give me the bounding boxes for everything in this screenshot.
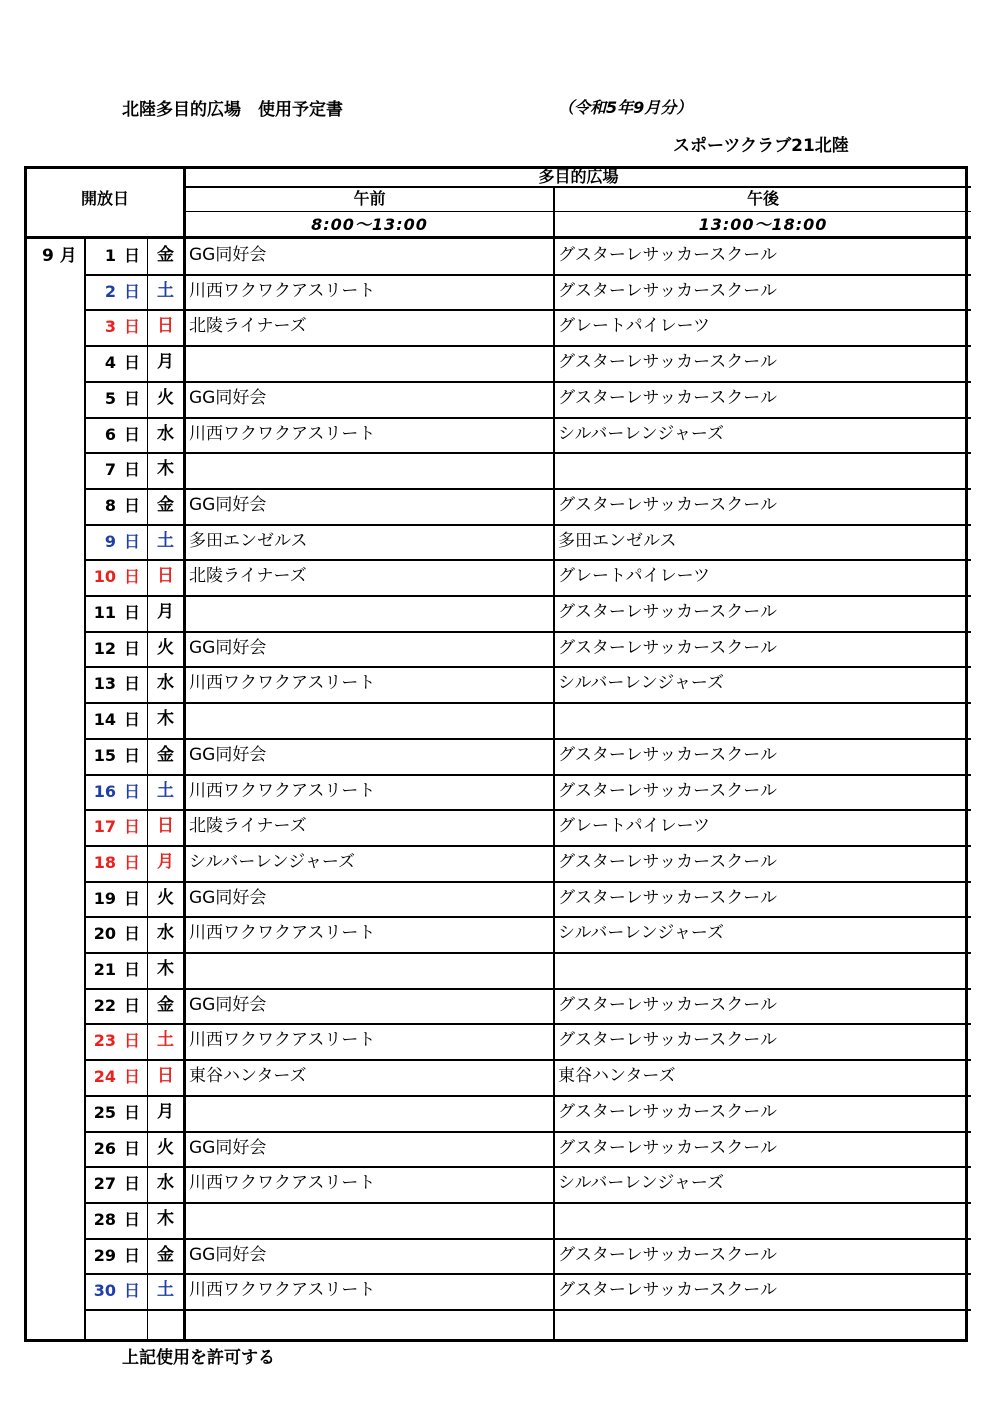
weekday: 日: [157, 816, 174, 836]
row-divider: [85, 702, 971, 704]
day-number: 16: [93, 782, 116, 801]
day-suffix: 日: [123, 853, 140, 872]
day-number: 11: [93, 603, 116, 622]
day-number: 27: [93, 1174, 116, 1193]
day-suffix: 日: [123, 496, 140, 515]
row-divider: [85, 845, 971, 847]
row-divider: [85, 666, 971, 668]
day-suffix: 日: [123, 389, 140, 408]
day-number: 1: [104, 246, 116, 265]
pm-booking: シルバーレンジャーズ: [558, 1173, 725, 1193]
pm-booking: 多田エンゼルス: [558, 531, 677, 551]
day-suffix: 日: [123, 960, 140, 979]
day-suffix: 日: [123, 1174, 140, 1193]
day-number: 17: [93, 817, 116, 836]
pm-booking: グスターレサッカースクール: [558, 602, 777, 622]
day-number: 25: [93, 1103, 116, 1122]
am-booking: 北陵ライナーズ: [189, 316, 307, 336]
weekday: 日: [157, 1066, 174, 1086]
weekday: 月: [157, 602, 174, 622]
row-divider: [85, 452, 971, 454]
row-divider: [85, 631, 971, 633]
row-divider: [85, 309, 971, 311]
am-booking: GG同好会: [189, 1245, 267, 1265]
weekday: 月: [157, 1102, 174, 1122]
day-suffix: 日: [123, 425, 140, 444]
weekday: 水: [157, 424, 174, 444]
day-number: 30: [93, 1281, 116, 1300]
day-suffix: 日: [123, 674, 140, 693]
day-suffix: 日: [123, 1281, 140, 1300]
am-booking: GG同好会: [189, 245, 267, 265]
am-booking: 川西ワクワクアスリート: [189, 1173, 376, 1193]
am-booking: 川西ワクワクアスリート: [189, 923, 376, 943]
weekday: 木: [157, 959, 174, 979]
day-number: 2: [104, 282, 116, 301]
pm-booking: グスターレサッカースクール: [558, 352, 777, 372]
day-number: 21: [93, 960, 116, 979]
weekday: 水: [157, 673, 174, 693]
weekday: 土: [157, 281, 174, 301]
am-booking: GG同好会: [189, 888, 267, 908]
weekday: 木: [157, 1209, 174, 1229]
weekday: 金: [157, 1245, 174, 1265]
day-suffix: 日: [123, 710, 140, 729]
weekday: 日: [157, 566, 174, 586]
am-time-header: 8:00～13:00: [311, 215, 428, 234]
row-divider: [85, 881, 971, 883]
weekday: 水: [157, 923, 174, 943]
am-booking: 北陵ライナーズ: [189, 566, 307, 586]
row-divider: [85, 774, 971, 776]
day-suffix: 日: [123, 1246, 140, 1265]
am-booking: 東谷ハンターズ: [189, 1066, 307, 1086]
pm-booking: グスターレサッカースクール: [558, 245, 777, 265]
day-suffix: 日: [123, 1031, 140, 1050]
pm-booking: グレートパイレーツ: [558, 566, 710, 586]
row-divider: [85, 916, 971, 918]
row-divider: [85, 738, 971, 740]
pm-booking: グスターレサッカースクール: [558, 852, 777, 872]
weekday: 金: [157, 245, 174, 265]
time-header-line: [184, 211, 971, 212]
weekday: 木: [157, 459, 174, 479]
facility-header-line: [184, 186, 971, 188]
pm-booking: グスターレサッカースクール: [558, 1280, 777, 1300]
open-day-header: 開放日: [80, 189, 129, 208]
pm-booking: グスターレサッカースクール: [558, 1245, 777, 1265]
day-number: 5: [104, 389, 116, 408]
day-number: 24: [93, 1067, 116, 1086]
weekday: 木: [157, 709, 174, 729]
weekday: 月: [157, 852, 174, 872]
day-number: 7: [104, 460, 116, 479]
pm-booking: グスターレサッカースクール: [558, 745, 777, 765]
am-booking: シルバーレンジャーズ: [189, 852, 356, 872]
day-number: 4: [104, 353, 116, 372]
weekday: 火: [157, 388, 174, 408]
day-number: 23: [93, 1031, 116, 1050]
row-divider: [85, 1238, 971, 1240]
day-number: 8: [104, 496, 116, 515]
col-divider-am-pm: [553, 238, 555, 1342]
day-suffix: 日: [123, 1210, 140, 1229]
day-suffix: 日: [123, 353, 140, 372]
row-divider: [85, 988, 971, 990]
day-number: 3: [104, 317, 116, 336]
am-booking: 川西ワクワクアスリート: [189, 673, 376, 693]
day-suffix: 日: [123, 282, 140, 301]
day-number: 15: [93, 746, 116, 765]
day-number: 22: [93, 996, 116, 1015]
day-number: 9: [104, 532, 116, 551]
am-header: 午前: [353, 189, 386, 208]
row-divider: [85, 488, 971, 490]
pm-booking: グスターレサッカースクール: [558, 995, 777, 1015]
day-suffix: 日: [123, 782, 140, 801]
weekday: 水: [157, 1173, 174, 1193]
am-booking: GG同好会: [189, 1138, 267, 1158]
weekday: 火: [157, 888, 174, 908]
row-divider: [85, 1273, 971, 1275]
day-suffix: 日: [123, 317, 140, 336]
row-divider: [85, 595, 971, 597]
day-suffix: 日: [123, 1067, 140, 1086]
weekday: 火: [157, 638, 174, 658]
pm-booking: グスターレサッカースクール: [558, 388, 777, 408]
weekday: 日: [157, 316, 174, 336]
day-number: 26: [93, 1139, 116, 1158]
pm-booking: グスターレサッカースクール: [558, 1030, 777, 1050]
facility-header: 多目的広場: [538, 167, 619, 186]
day-suffix: 日: [123, 889, 140, 908]
weekday: 土: [157, 531, 174, 551]
am-booking: 川西ワクワクアスリート: [189, 1280, 376, 1300]
row-divider: [85, 417, 971, 419]
day-suffix: 日: [123, 746, 140, 765]
period-label: （令和5年9月分）: [558, 98, 693, 117]
pm-booking: グスターレサッカースクール: [558, 1102, 777, 1122]
row-divider: [85, 1166, 971, 1168]
day-suffix: 日: [123, 817, 140, 836]
weekday: 火: [157, 1138, 174, 1158]
footer-note: 上記使用を許可する: [122, 1348, 275, 1368]
row-divider: [85, 1202, 971, 1204]
row-divider: [85, 1095, 971, 1097]
pm-booking: シルバーレンジャーズ: [558, 424, 725, 444]
page-title: 北陸多目的広場 使用予定書: [122, 100, 343, 120]
am-booking: GG同好会: [189, 995, 267, 1015]
day-number: 12: [93, 639, 116, 658]
day-suffix: 日: [123, 1103, 140, 1122]
pm-booking: シルバーレンジャーズ: [558, 673, 725, 693]
am-booking: GG同好会: [189, 638, 267, 658]
am-booking: 川西ワクワクアスリート: [189, 1030, 376, 1050]
day-number: 18: [93, 853, 116, 872]
row-divider: [85, 1131, 971, 1133]
weekday: 土: [157, 1030, 174, 1050]
am-booking: 川西ワクワクアスリート: [189, 281, 376, 301]
pm-booking: グレートパイレーツ: [558, 316, 710, 336]
am-booking: 北陵ライナーズ: [189, 816, 307, 836]
row-divider: [85, 559, 971, 561]
weekday: 月: [157, 352, 174, 372]
day-number: 10: [93, 567, 116, 586]
row-divider: [85, 1059, 971, 1061]
pm-header: 午後: [746, 189, 779, 208]
am-booking: GG同好会: [189, 495, 267, 515]
row-divider: [85, 1023, 971, 1025]
day-suffix: 日: [123, 567, 140, 586]
day-suffix: 日: [123, 1139, 140, 1158]
weekday: 金: [157, 495, 174, 515]
am-booking: 川西ワクワクアスリート: [189, 781, 376, 801]
row-divider: [85, 809, 971, 811]
pm-booking: グスターレサッカースクール: [558, 281, 777, 301]
am-booking: GG同好会: [189, 388, 267, 408]
am-booking: 川西ワクワクアスリート: [189, 424, 376, 444]
pm-booking: シルバーレンジャーズ: [558, 923, 725, 943]
day-suffix: 日: [123, 532, 140, 551]
pm-booking: グスターレサッカースクール: [558, 495, 777, 515]
row-divider: [85, 1309, 971, 1311]
day-suffix: 日: [123, 924, 140, 943]
pm-booking: グレートパイレーツ: [558, 816, 710, 836]
day-number: 14: [93, 710, 116, 729]
pm-booking: グスターレサッカースクール: [558, 888, 777, 908]
am-booking: 多田エンゼルス: [189, 531, 308, 551]
month-label: 9 月: [42, 246, 77, 266]
day-number: 29: [93, 1246, 116, 1265]
row-divider: [85, 345, 971, 347]
day-suffix: 日: [123, 603, 140, 622]
weekday: 金: [157, 745, 174, 765]
day-suffix: 日: [123, 639, 140, 658]
organization-name: スポーツクラブ21北陸: [673, 136, 849, 156]
header-divider: [24, 236, 971, 239]
pm-booking: 東谷ハンターズ: [558, 1066, 676, 1086]
day-number: 20: [93, 924, 116, 943]
weekday: 土: [157, 781, 174, 801]
row-divider: [85, 524, 971, 526]
day-number: 28: [93, 1210, 116, 1229]
row-divider: [85, 381, 971, 383]
pm-booking: グスターレサッカースクール: [558, 638, 777, 658]
am-booking: GG同好会: [189, 745, 267, 765]
weekday: 金: [157, 995, 174, 1015]
row-divider: [85, 952, 971, 954]
weekday: 土: [157, 1280, 174, 1300]
row-divider: [85, 274, 971, 276]
day-suffix: 日: [123, 996, 140, 1015]
day-number: 6: [104, 425, 116, 444]
pm-time-header: 13:00～18:00: [698, 215, 828, 234]
day-suffix: 日: [123, 460, 140, 479]
day-number: 13: [93, 674, 116, 693]
pm-booking: グスターレサッカースクール: [558, 781, 777, 801]
day-suffix: 日: [123, 246, 140, 265]
pm-booking: グスターレサッカースクール: [558, 1138, 777, 1158]
day-number: 19: [93, 889, 116, 908]
